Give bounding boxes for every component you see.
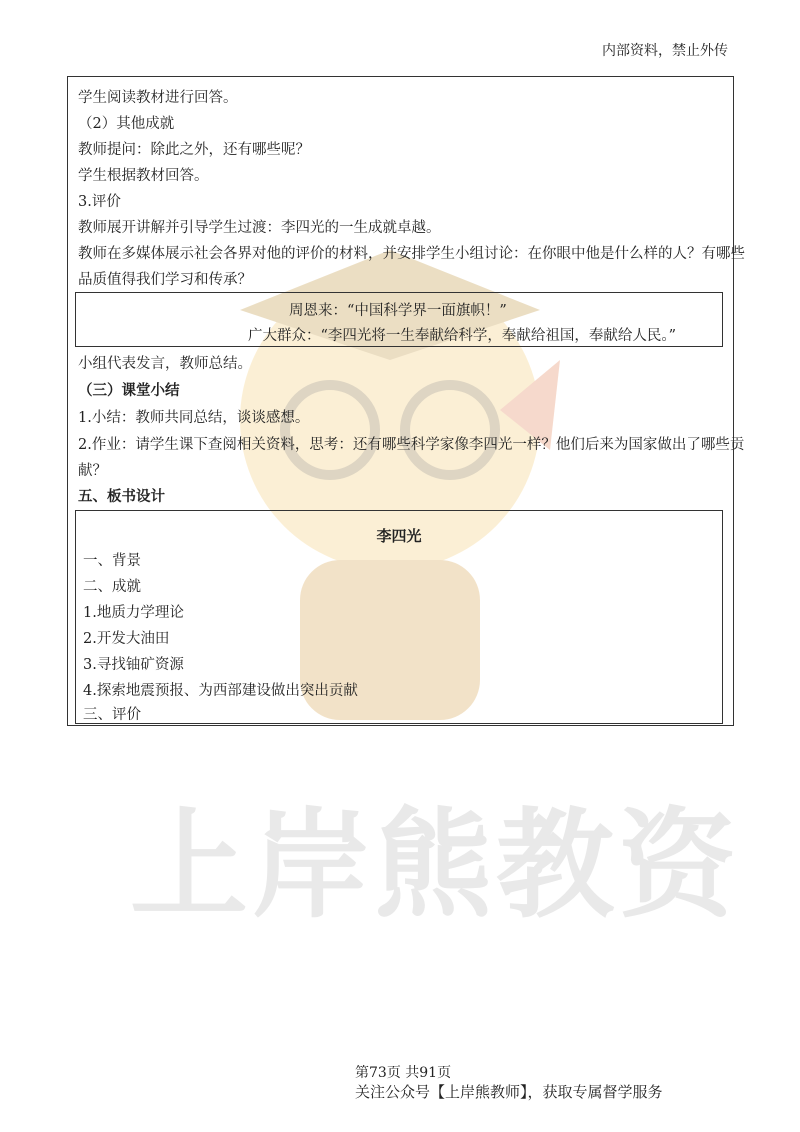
text-line: 1.小结：教师共同总结，谈谈感想。 xyxy=(78,410,310,426)
text-line: 献？ xyxy=(78,463,107,479)
text-line: 小组代表发言，教师总结。 xyxy=(78,356,252,372)
subheading: 3.评价 xyxy=(78,194,121,210)
section-heading: （三）课堂小结 xyxy=(78,383,180,399)
board-item: 二、成就 xyxy=(83,579,141,595)
text-line: 品质值得我们学习和传承？ xyxy=(78,272,252,288)
quote-public: 广大群众：“李四光将一生奉献给科学，奉献给祖国，奉献给人民。” xyxy=(248,328,677,344)
board-item: 2.开发大油田 xyxy=(83,631,170,647)
text-line: 学生根据教材回答。 xyxy=(78,168,209,184)
quote-box xyxy=(75,292,723,347)
text-line: 教师提问：除此之外，还有哪些呢？ xyxy=(78,142,310,158)
subheading: （2）其他成就 xyxy=(78,116,175,132)
watermark-text: 上岸熊教资 xyxy=(130,796,741,934)
board-item: 1.地质力学理论 xyxy=(83,605,184,621)
text-line: 教师在多媒体展示社会各界对他的评价的材料，并安排学生小组讨论：在你眼中他是什么样的人？有哪些 xyxy=(78,246,745,262)
board-item: 4.探索地震预报、为西部建设做出突出贡献 xyxy=(83,683,358,699)
board-item: 一、背景 xyxy=(83,553,141,569)
board-design-box xyxy=(75,510,723,724)
quote-zhou-enlai: 周恩来：“中国科学界一面旗帜！” xyxy=(289,303,507,319)
header-note: 内部资料，禁止外传 xyxy=(602,43,728,59)
text-line: 教师展开讲解并引导学生过渡：李四光的一生成就卓越。 xyxy=(78,220,441,236)
board-title: 李四光 xyxy=(376,527,422,545)
board-item: 三、评价 xyxy=(83,707,141,723)
page-number: 第73页 共91页 xyxy=(355,1065,452,1081)
text-line: 2.作业：请学生课下查阅相关资料，思考：还有哪些科学家像李四光一样？他们后来为国家做出了哪些贡 xyxy=(78,437,745,453)
board-item: 3.寻找铀矿资源 xyxy=(83,657,184,673)
footer-promo: 关注公众号【上岸熊教师】，获取专属督学服务 xyxy=(355,1083,663,1101)
text-line: 学生阅读教材进行回答。 xyxy=(78,90,238,106)
section-heading: 五、板书设计 xyxy=(78,489,165,505)
